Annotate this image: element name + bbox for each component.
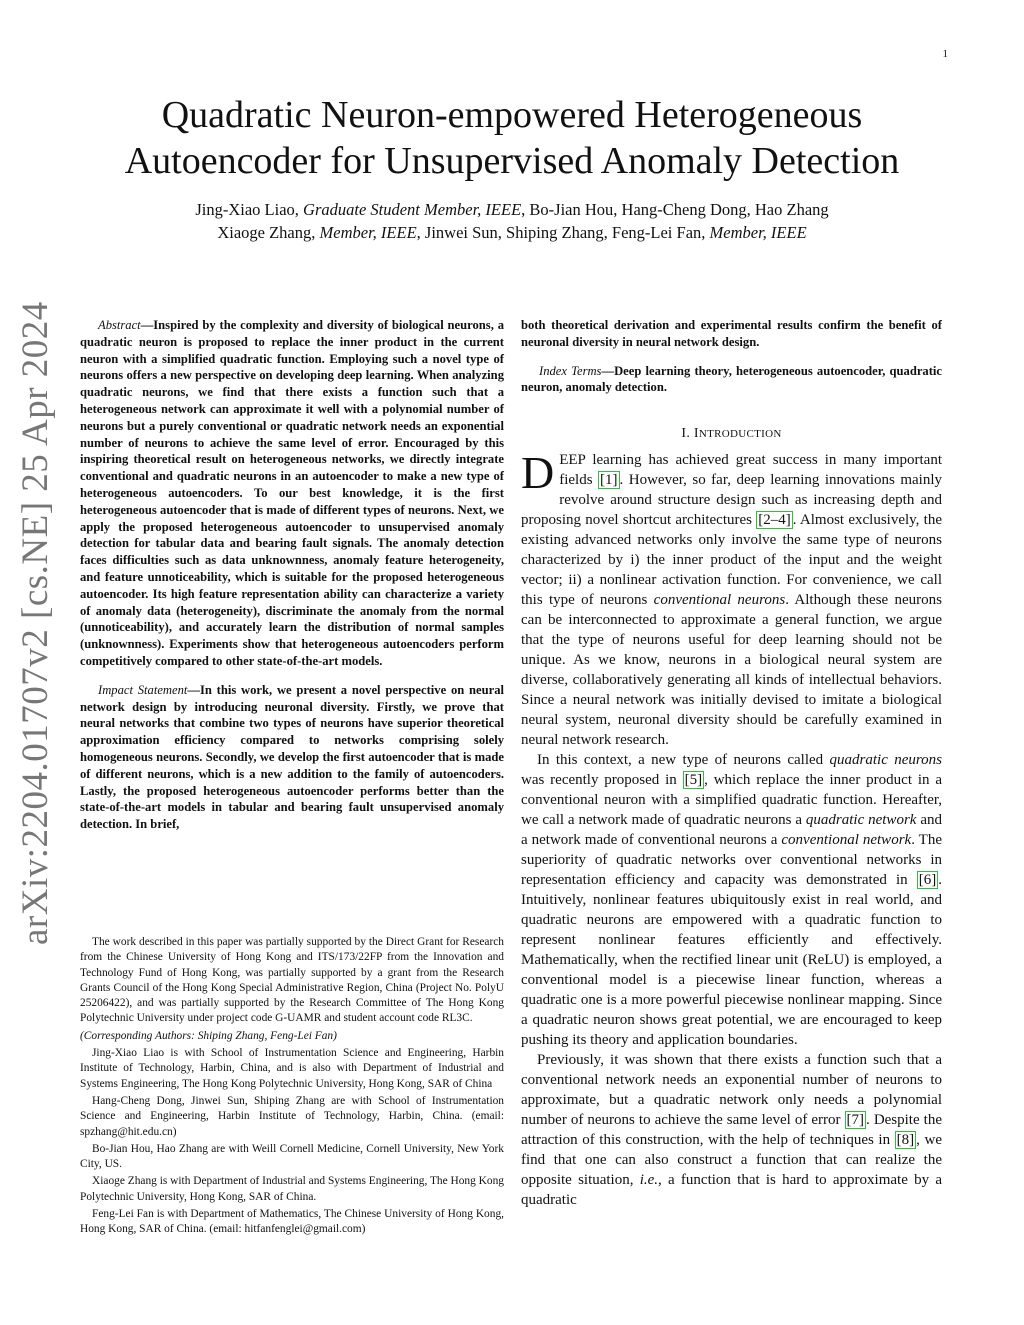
intro-paragraph-2 [521, 750, 942, 1050]
emphasis: i.e., [639, 1172, 662, 1189]
citation-link[interactable]: [5] [684, 772, 703, 789]
text: EEP learning has achieved great success in many important fields [559, 452, 942, 489]
section-numeral: I. [681, 426, 694, 442]
arxiv-identifier [10, 301, 58, 945]
footnote-corresponding: (Corresponding Authors: Shiping Zhang, Feng-Lei Fan) [80, 1029, 337, 1042]
intro-paragraph-3 [521, 1050, 942, 1210]
emphasis: quadratic neurons [829, 752, 942, 769]
paper-title [60, 92, 964, 184]
title-line-2: Autoencoder for Unsupervised Anomaly Detection [124, 140, 900, 182]
text: . Almost exclusively, the existing advanced networks only involve the same type of neurons characterized by i) the inner product of the input and the weight vector; ii) a nonlinear activation function. For convenience, we call this type of neurons [521, 512, 942, 609]
author-role: Graduate Student Member, IEEE [303, 200, 522, 219]
abstract-label: Abstract [98, 318, 141, 332]
footnotes [80, 935, 504, 1240]
impact-continued: both theoretical derivation and experimental results confirm the benefit of neuronal diversity in neural network design. [521, 318, 942, 349]
footnote-affiliation: Bo-Jian Hou, Hao Zhang are with Weill Cornell Medicine, Cornell University, New York City, US. [80, 1142, 504, 1171]
emphasis: quadratic network [805, 812, 917, 829]
intro-paragraph-1 [521, 447, 942, 750]
page-number: 1 [942, 48, 948, 60]
text: and a network made of conventional neurons a [521, 812, 942, 849]
text: . Although these neurons can be interconnected to approximate a general function, we argue that the type of neurons useful for deep learning should not be unique. As we know, neurons in a biological neural system are diverse, collaboratively generating all kinds of intellectual behaviors. Since a neural network was initially devised to imitate a biological neural system, neuronal diversity should be carefully examined in neural network research. [521, 592, 942, 749]
text: . Despite the attraction of this construction, with the help of techniques in [521, 1112, 942, 1149]
emphasis: conventional neurons [653, 592, 786, 609]
author-text: Xiaoge Zhang, [217, 223, 320, 242]
index-terms [521, 363, 942, 397]
authors-line-1 [80, 198, 944, 221]
text: . The superiority of quadratic networks over conventional networks in representation efficiency and capacity was demonstrated in [521, 832, 942, 889]
section-heading-introduction [521, 426, 942, 442]
impact-label: Impact Statement [98, 682, 188, 697]
text: , we find that one can also construct a function that can realize the opposite situation, [521, 1132, 942, 1189]
citation-link[interactable]: [6] [918, 872, 937, 889]
emphasis: conventional network [781, 832, 912, 849]
author-list [80, 198, 944, 244]
author-text: , Bo-Jian Hou, Hang-Cheng Dong, Hao Zhang [521, 200, 829, 219]
authors-line-2 [80, 221, 944, 244]
footnote-funding: The work described in this paper was partially supported by the Direct Grant for Research from the Chinese University of Hong Kong and ITS/173/22FP from the Innovation and Technology Fund of Hong Kong, was partially supported by a grant from the Research Grants Council of the Hong Kong Special Administrative Region, China (Project No. PolyU 25206422), and was partially supported by the Research Committee of The Hong Kong Polytechnic University under project code G-UAMR and student account code RL3C. [80, 936, 504, 1025]
citation-link[interactable]: [2–4] [758, 512, 791, 529]
text: . However, so far, deep learning innovations mainly revolve around structure design such as increasing depth and proposing novel shortcut architectures [521, 472, 942, 529]
text: In this context, a new type of neurons called [537, 752, 830, 769]
left-column [80, 317, 504, 845]
text: a function that is hard to approximate by a quadratic [521, 1172, 942, 1209]
author-role: Member, IEEE [709, 223, 807, 242]
abstract [80, 317, 504, 670]
footnote-affiliation: Feng-Lei Fan is with Department of Mathematics, The Chinese University of Hong Kong, Hong Kong, SAR of China. (email: hitfanfenglei@gmail.com) [80, 1208, 504, 1236]
footnote-affiliation: Xiaoge Zhang is with Department of Industrial and Systems Engineering, The Hong Kong Polytechnic University, Hong Kong, SAR of China. [80, 1175, 504, 1203]
text: , which replace the inner product in a conventional neuron with a simplified quadratic function. Hereafter, we call a network made of quadratic neurons a [521, 772, 942, 829]
impact-text: —In this work, we present a novel perspective on neural network design by introducing neuronal diversity. Firstly, we prove that neural networks that combine two types of neurons have superior theoretical approximation efficiency compared to networks comprising solely homogeneous neurons. Secondly, we develop the first autoencoder that is made of different neurons, which is a new addition to the family of autoencoders. Lastly, the proposed heterogeneous autoencoder performs better than the state-of-the-art models in tabular and bearing fault unsupervised anomaly detection. In brief, [80, 682, 504, 832]
citation-link[interactable]: [1] [600, 472, 618, 489]
drop-cap: D [521, 447, 555, 499]
citation-link[interactable]: [8] [896, 1132, 915, 1149]
author-text: Jing-Xiao Liao, [195, 200, 304, 219]
impact-statement [80, 682, 504, 833]
arxiv-identifier-text: arXiv:2204.01707v2 [cs.NE] 25 Apr 2024 [15, 301, 56, 945]
text: Previously, it was shown that there exists a function such that a conventional network needs an exponential number of neurons to approximate, but a quadratic network only needs a polynomial number of neurons to achieve the same level of error [521, 1052, 942, 1129]
section-title-rest: NTRODUCTION [698, 428, 782, 441]
text: was recently proposed in [521, 772, 683, 789]
title-line-1: Quadratic Neuron-empowered Heterogeneous [161, 94, 863, 136]
index-terms-label: Index Terms [539, 363, 602, 378]
citation-link[interactable]: [7] [846, 1112, 865, 1129]
text: . Intuitively, nonlinear features ubiquitously exist in real world, and quadratic neurons are empowered with a quadratic function to represent nonlinear features efficiently and effectively. Mathematically, when the rectified linear unit (ReLU) is employed, a conventional model is a piecewise linear function, whereas a quadratic one is a more powerful piecewise nonlinear mapping. Since a quadratic neuron shows great potential, we are encouraged to keep pushing its theory and application boundaries. [521, 872, 942, 1049]
footnote-affiliation: Hang-Cheng Dong, Jinwei Sun, Shiping Zhang are with School of Instrumentation Science and Engineering, Harbin Institute of Technology, Harbin, China. (email: spzhang@hit.edu.cn) [80, 1094, 504, 1138]
abstract-text: —Inspired by the complexity and diversity of biological neurons, a quadratic neuron is proposed to replace the inner product in the current neuron with a simplified quadratic function. Employing such a novel type of neurons offers a new perspective on developing deep learning. When analyzing quadratic neurons, we find that there exists a function such that a heterogeneous network can approximate it well with a polynomial number of neurons but a purely conventional or quadratic network needs an exponential number of neurons to achieve the same level of error. Encouraged by this inspiring theoretical result on heterogeneous networks, we directly integrate conventional and quadratic neurons in an autoencoder to make a new type of heterogeneous autoencoders. To our best knowledge, it is the first heterogeneous autoencoder that is made of different types of neurons. Next, we apply the proposed heterogeneous autoencoder to unsupervised anomaly detection for tabular data and bearing fault signals. The anomaly detection faces difficulties such as data unknownness, anomaly feature heterogeneity, and feature unnoticeability, which is suitable for the proposed heterogeneous autoencoder. Its high feature representation ability can characterize a variety of anomaly data (heterogeneity), discriminate the anomaly from the normal (unnoticeability), and accurately learn the distribution of normal samples (unknownness). Experiments show that heterogeneous autoencoders perform competitively compared to other state-of-the-art models. [80, 318, 504, 668]
right-column [521, 317, 942, 1210]
author-text: , Jinwei Sun, Shiping Zhang, Feng-Lei Fan, [416, 223, 710, 242]
section-first-letter: I [693, 426, 699, 442]
index-terms-text: —Deep learning theory, heterogeneous autoencoder, quadratic neuron, anomaly detection. [521, 363, 942, 395]
author-role: Member, IEEE [319, 223, 417, 242]
footnote-affiliation: Jing-Xiao Liao is with School of Instrumentation Science and Engineering, Harbin Institute of Technology, Harbin, China, and is also with Department of Industrial and Systems Engineering, The Hong Kong Polytechnic University, Hong Kong, SAR of China [80, 1047, 504, 1090]
